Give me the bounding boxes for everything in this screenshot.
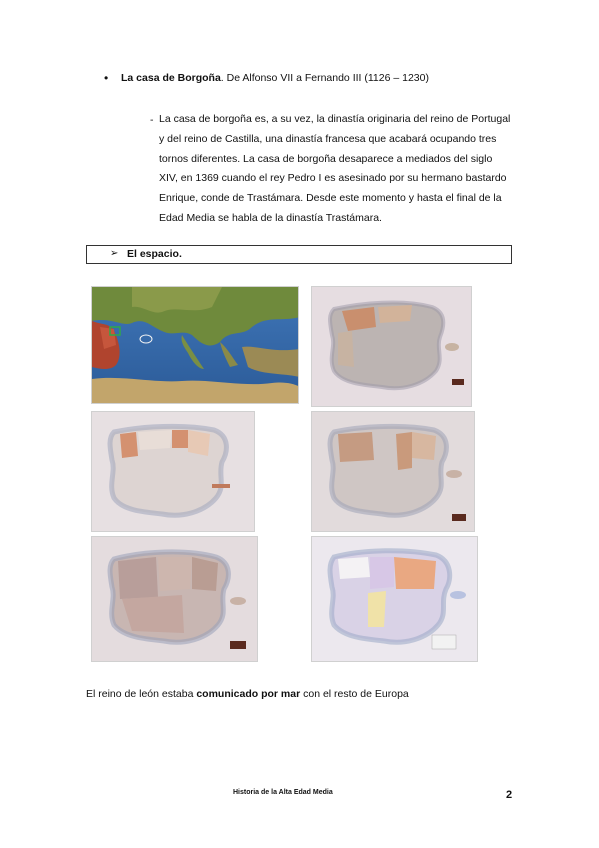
- paragraph-line: Enrique, conde de Trastámara. Desde este momento y hasta el final de la: [159, 192, 502, 205]
- iberia-map-image-5: [311, 536, 478, 662]
- bullet-title: La casa de Borgoña: [121, 72, 221, 84]
- paragraph-line: XIV, en 1369 cuando el rey Pedro I es asesinado por su hermano bastardo: [159, 172, 507, 185]
- section-heading-box: [86, 245, 512, 264]
- body-paragraph: [159, 110, 515, 229]
- paragraph-line: La casa de borgoña es, a su vez, la dinastía originaria del reino de Portugal: [159, 113, 511, 125]
- caption: [86, 688, 409, 700]
- bullet-subtitle: . De Alfonso VII a Fernando III (1126 – 1230): [220, 72, 429, 84]
- iberia-map-image-1: [311, 286, 472, 407]
- footer-title: Historia de la Alta Edad Media: [233, 789, 333, 796]
- europe-relief-map-image: [91, 286, 299, 404]
- iberia-map-image-3: [311, 411, 475, 532]
- iberia-map-image-4: [91, 536, 258, 662]
- page-number: 2: [506, 789, 513, 801]
- iberia-map-image-2: [91, 411, 255, 532]
- dash-marker: -: [150, 114, 154, 126]
- paragraph-line: tornos diferentes. La casa de borgoña desaparece a mediados del siglo: [159, 152, 493, 165]
- paragraph-line: Edad Media se habla de la dinastía Trastámara.: [159, 211, 382, 224]
- caption-text-end: con el resto de Europa: [300, 688, 409, 700]
- arrow-bullet-icon: ➢: [110, 248, 119, 259]
- paragraph-line: y del reino de Castilla, una dinastía francesa que acabará ocupando tres: [159, 132, 497, 145]
- section-heading: El espacio.: [127, 248, 182, 260]
- caption-text-start: El reino de león estaba: [86, 688, 197, 700]
- caption-emphasis: comunicado por mar: [196, 688, 301, 700]
- bullet-dot-icon: •: [104, 71, 109, 85]
